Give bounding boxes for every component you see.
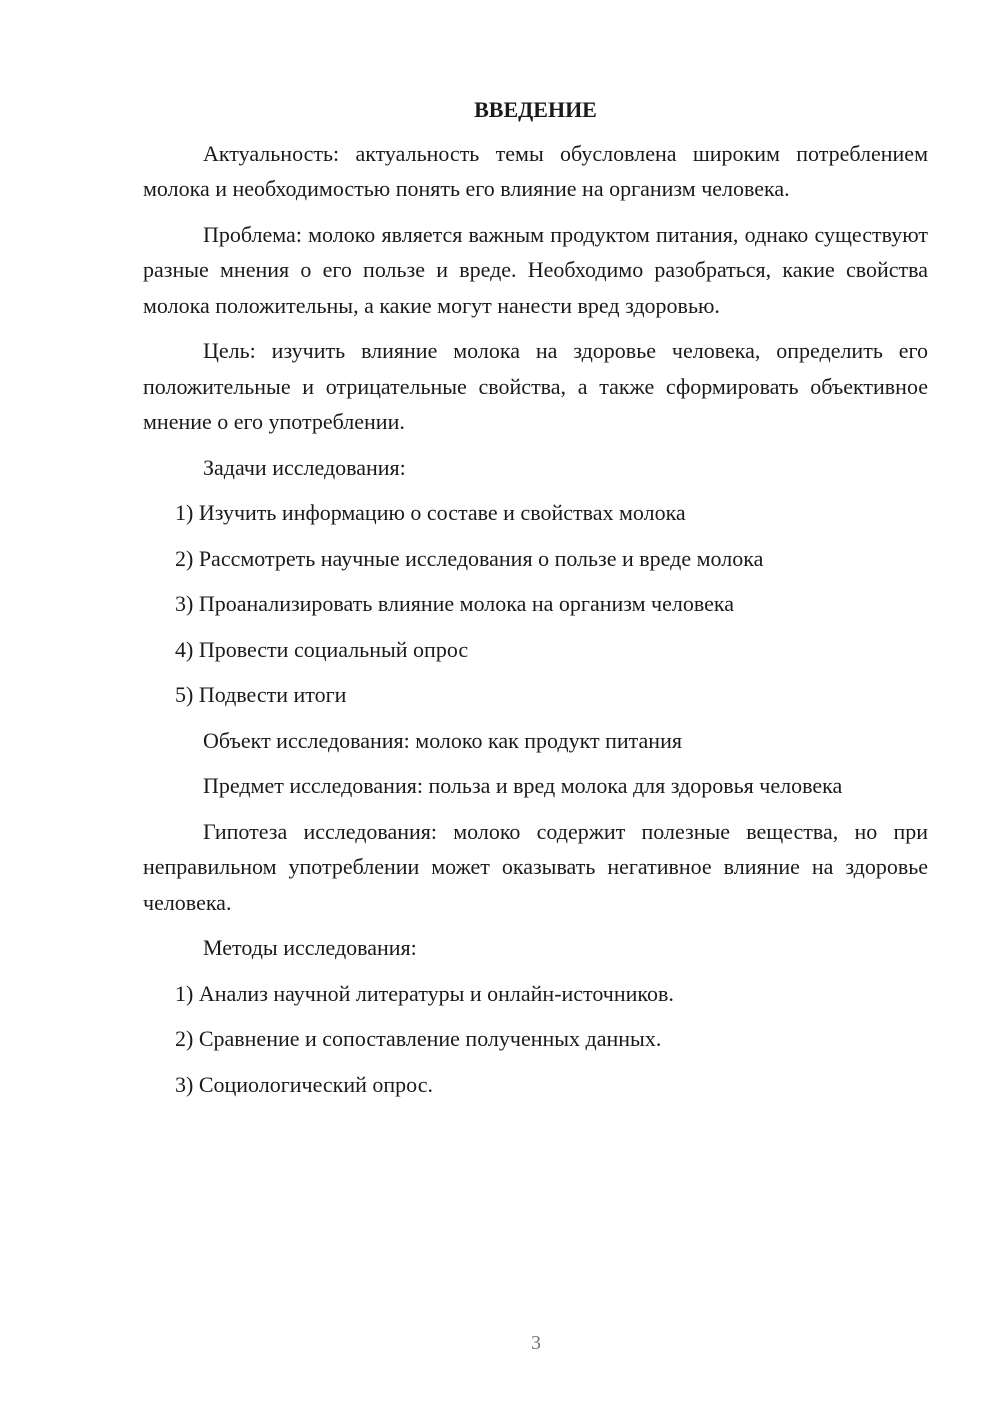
method-item: 1) Анализ научной литературы и онлайн-источников. [175, 980, 674, 1006]
research-subject: Предмет исследования: польза и вред молока для здоровья человека [203, 773, 843, 798]
method-item: 3) Социологический опрос. [175, 1071, 433, 1097]
task-item: 3) Проанализировать влияние молока на организм человека [175, 591, 735, 616]
task-item: 4) Провести социальный опрос [175, 636, 469, 662]
paragraph-relevance: Актуальность: актуальность темы обусловлена широким потреблением молока и необходимостью понять его влияние на организм человека. [143, 140, 928, 201]
paragraph-problem: Проблема: молоко является важным продуктом питания, однако существуют разные мнения о его пользе и вреде. Необходимо разобраться, какие свойства молока положительны, а какие могут нанести вред здоровью. [143, 221, 928, 318]
paragraph-hypothesis: Гипотеза исследования: молоко содержит полезные вещества, но при неправильном употреблении может оказывать негативное влияние на здоровье человека. [143, 818, 928, 915]
method-item: 2) Сравнение и сопоставление полученных данных. [175, 1026, 662, 1051]
page-content [143, 92, 928, 1112]
task-item: 2) Рассмотреть научные исследования о пользе и вреде молока [175, 545, 764, 571]
research-object: Объект исследования: молоко как продукт питания [203, 727, 682, 753]
tasks-heading: Задачи исследования: [203, 454, 406, 480]
page-title: ВВЕДЕНИЕ [474, 97, 597, 122]
task-item: 1) Изучить информацию о составе и свойствах молока [175, 500, 686, 525]
methods-heading: Методы исследования: [203, 935, 417, 960]
page-number: 3 [531, 1332, 541, 1354]
paragraph-goal: Цель: изучить влияние молока на здоровье человека, определить его положительные и отрицательные свойства, а также сформировать объективное мнение о его употреблении. [143, 338, 928, 434]
task-item: 5) Подвести итоги [175, 682, 347, 707]
